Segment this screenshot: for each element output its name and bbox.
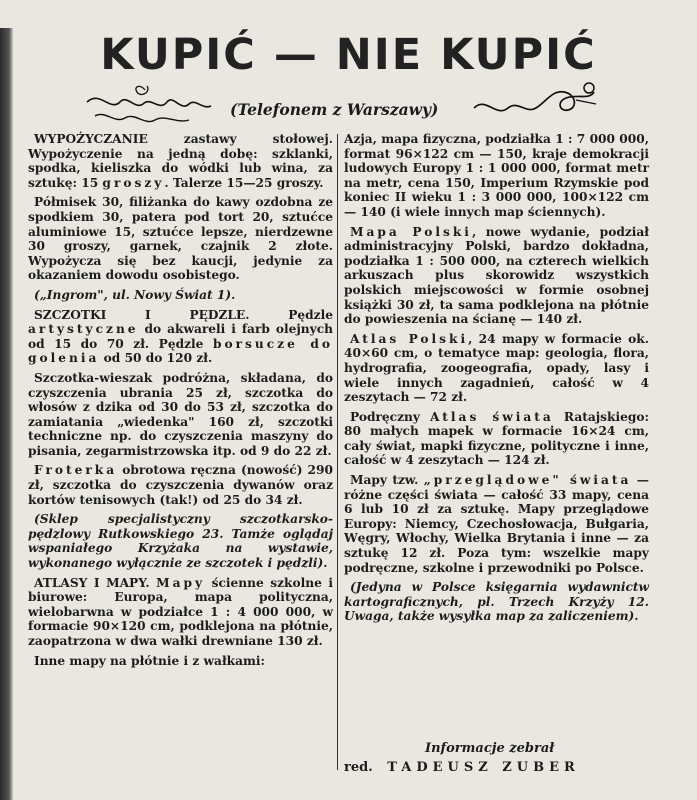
text-run: Podręczny (350, 409, 431, 424)
text-run: do akwareli i farb olejnych od 15 do 70 zł. Pędzle (28, 322, 333, 351)
text-run: , 24 mapy w formacie ok. 40×60 cm, o tematyce map: geologia, flora, hydrografia, zoogeografia, opady, lasy i wiele innych zagadnień, całość w 4 zeszytach — 72 zł. (344, 331, 649, 405)
snake-doodle-right (472, 78, 602, 124)
article-paragraph (28, 132, 333, 190)
article-paragraph (344, 132, 649, 220)
text-run: borsucze do golenia (28, 336, 333, 366)
text-run: Inne mapy na płótnie i z wałkami: (34, 653, 265, 668)
left-column (28, 132, 333, 673)
column-divider (337, 134, 338, 770)
text-run: (Sklep specjalistyczny szczotkarsko-pędzlowy Rutkowskiego 23. Tamże oglądaj wspaniałego Krzyżaka na wystawie, wykonanego wyłącznie ze szczotek i pędzli). (28, 512, 333, 571)
article-paragraph (28, 308, 333, 366)
text-run: Atlas Polski (350, 331, 469, 346)
byline-prefix: red. (344, 760, 373, 775)
text-run: Mapy (156, 575, 206, 590)
text-run: Mapa Polski (350, 224, 472, 239)
text-run: Mapy tzw. (350, 473, 424, 488)
text-run: od 50 do 120 zł. (99, 351, 213, 366)
article-paragraph (344, 410, 649, 468)
text-run: Ratajskiego: 80 małych mapek w formacie 16×24 cm, cały świat, mapki fizyczne, polityczne i inne, całość w 4 zeszytach — 124 zł. (344, 409, 649, 468)
article-paragraph (28, 371, 333, 459)
page-binding-edge (0, 28, 13, 800)
text-run: (Jedyna w Polsce księgarnia wydawnictw kartograficznych, pl. Trzech Krzyży 12. Uwaga, także wysyłka map za zaliczeniem). (344, 580, 649, 624)
article-paragraph (28, 288, 333, 303)
article-paragraph (28, 463, 333, 507)
text-run: „przeglądowe" świata (423, 473, 632, 488)
article-subtitle: (Telefonem z Warszawy) (230, 100, 439, 119)
text-run: ATLASY I MAPY (34, 575, 146, 590)
text-run: („Ingrom", ul. Nowy Świat 1). (34, 287, 236, 302)
byline-credit: Informacje zebrał (425, 741, 555, 756)
text-run: . Pędzle (245, 307, 333, 322)
text-run: artystyczne (28, 322, 139, 337)
article-paragraph (344, 473, 649, 575)
scribble-doodle-left (85, 82, 215, 130)
text-run: groszy (102, 175, 165, 190)
text-run: , nowe wydanie, podział administracyjny Polski, bardzo dokładna, podziałka 1 : 500 000, na czterech wielkich arkuszach plus skorowidz wszystkich polskich miejscowości w formie osobnej książki 30 zł, ta sama podklejona na płótnie do powieszenia na ścianę — 140 zł. (344, 224, 649, 327)
article-paragraph (344, 332, 649, 405)
article-paragraph (28, 654, 333, 669)
text-run: — różne części świata — całość 33 mapy, cena 6 lub 10 zł za sztukę. Mapy przeglądowe Europy: Niemcy, Czechosłowacja, Bułgaria, Węgry, Włochy, Wielka Brytania i inne — za sztukę 12 zł. Poza tym: wszelkie mapy podręczne, szkolne i przewodniki po Polsce. (344, 473, 649, 575)
text-run: zastawy stołowej. Wypożyczenie na jedną dobę: szklanki, spodka, kieliszka do wódki lub wina, za sztukę: 15 (28, 132, 333, 190)
article-paragraph (28, 512, 333, 570)
text-run: Azja, mapa fizyczna, podziałka 1 : 7 000 000, format 96×122 cm — 150, kraje demokracji ludowych Europy 1 : 1 000 000, format metr na metr, cena 150, Imperium Rzymskie pod koniec II wieku 1 : 3 000 000, 100×122 cm — 140 (i wiele innych map ściennych). (344, 132, 649, 219)
byline-name: TADEUSZ ZUBER (387, 760, 580, 775)
text-run: obrotowa ręczna (nowość) 290 zł, szczotka do czyszczenia dywanów oraz kortów tenisowych (tak!) od 25 do 34 zł. (28, 463, 333, 507)
text-run: . (145, 575, 157, 590)
text-run: Atlas świata (430, 409, 554, 424)
right-column (344, 132, 649, 629)
text-run: WYPOŻYCZANIE (34, 132, 148, 146)
text-run: Szczotka-wieszak podróżna, składana, do czyszczenia ubrania 25 zł, szczotka do włosów z dzika od 30 do 53 zł, szczotka do zamiatania „wiedenka" 160 zł, szczotki techniczne np. do czyszczenia maszyny do pisania, zegarmistrzowska itp. od 9 do 22 zł. (28, 370, 333, 458)
article-paragraph (28, 576, 333, 649)
text-run: ścienne szkolne i biurowe: Europa, mapa polityczna, wielobarwna w podziałce 1 : 4 000 000, w formacie 90×120 cm, podklejona na płótnie, zaopatrzona w dwa wałki drewniane 130 zł. (28, 575, 333, 648)
text-run: SZCZOTKI I PĘDZLE (34, 307, 246, 322)
article-paragraph (344, 580, 649, 624)
byline-author (344, 760, 580, 775)
text-run: Półmisek 30, filiżanka do kawy ozdobna ze spodkiem 30, patera pod tort 20, sztućce aluminiowe 15, sztućce lepsze, nierdzewne 30 groszy, garnek, czajnik 2 złote. Wypożycza się bez kaucji, jedynie za okazaniem dowodu osobistego. (28, 195, 333, 283)
article-paragraph (344, 225, 649, 327)
article-title: KUPIĆ — NIE KUPIĆ (100, 30, 597, 80)
article-paragraph (28, 195, 333, 283)
text-run: . Talerze 15—25 groszy. (164, 175, 324, 190)
text-run: Froterka (34, 463, 118, 478)
